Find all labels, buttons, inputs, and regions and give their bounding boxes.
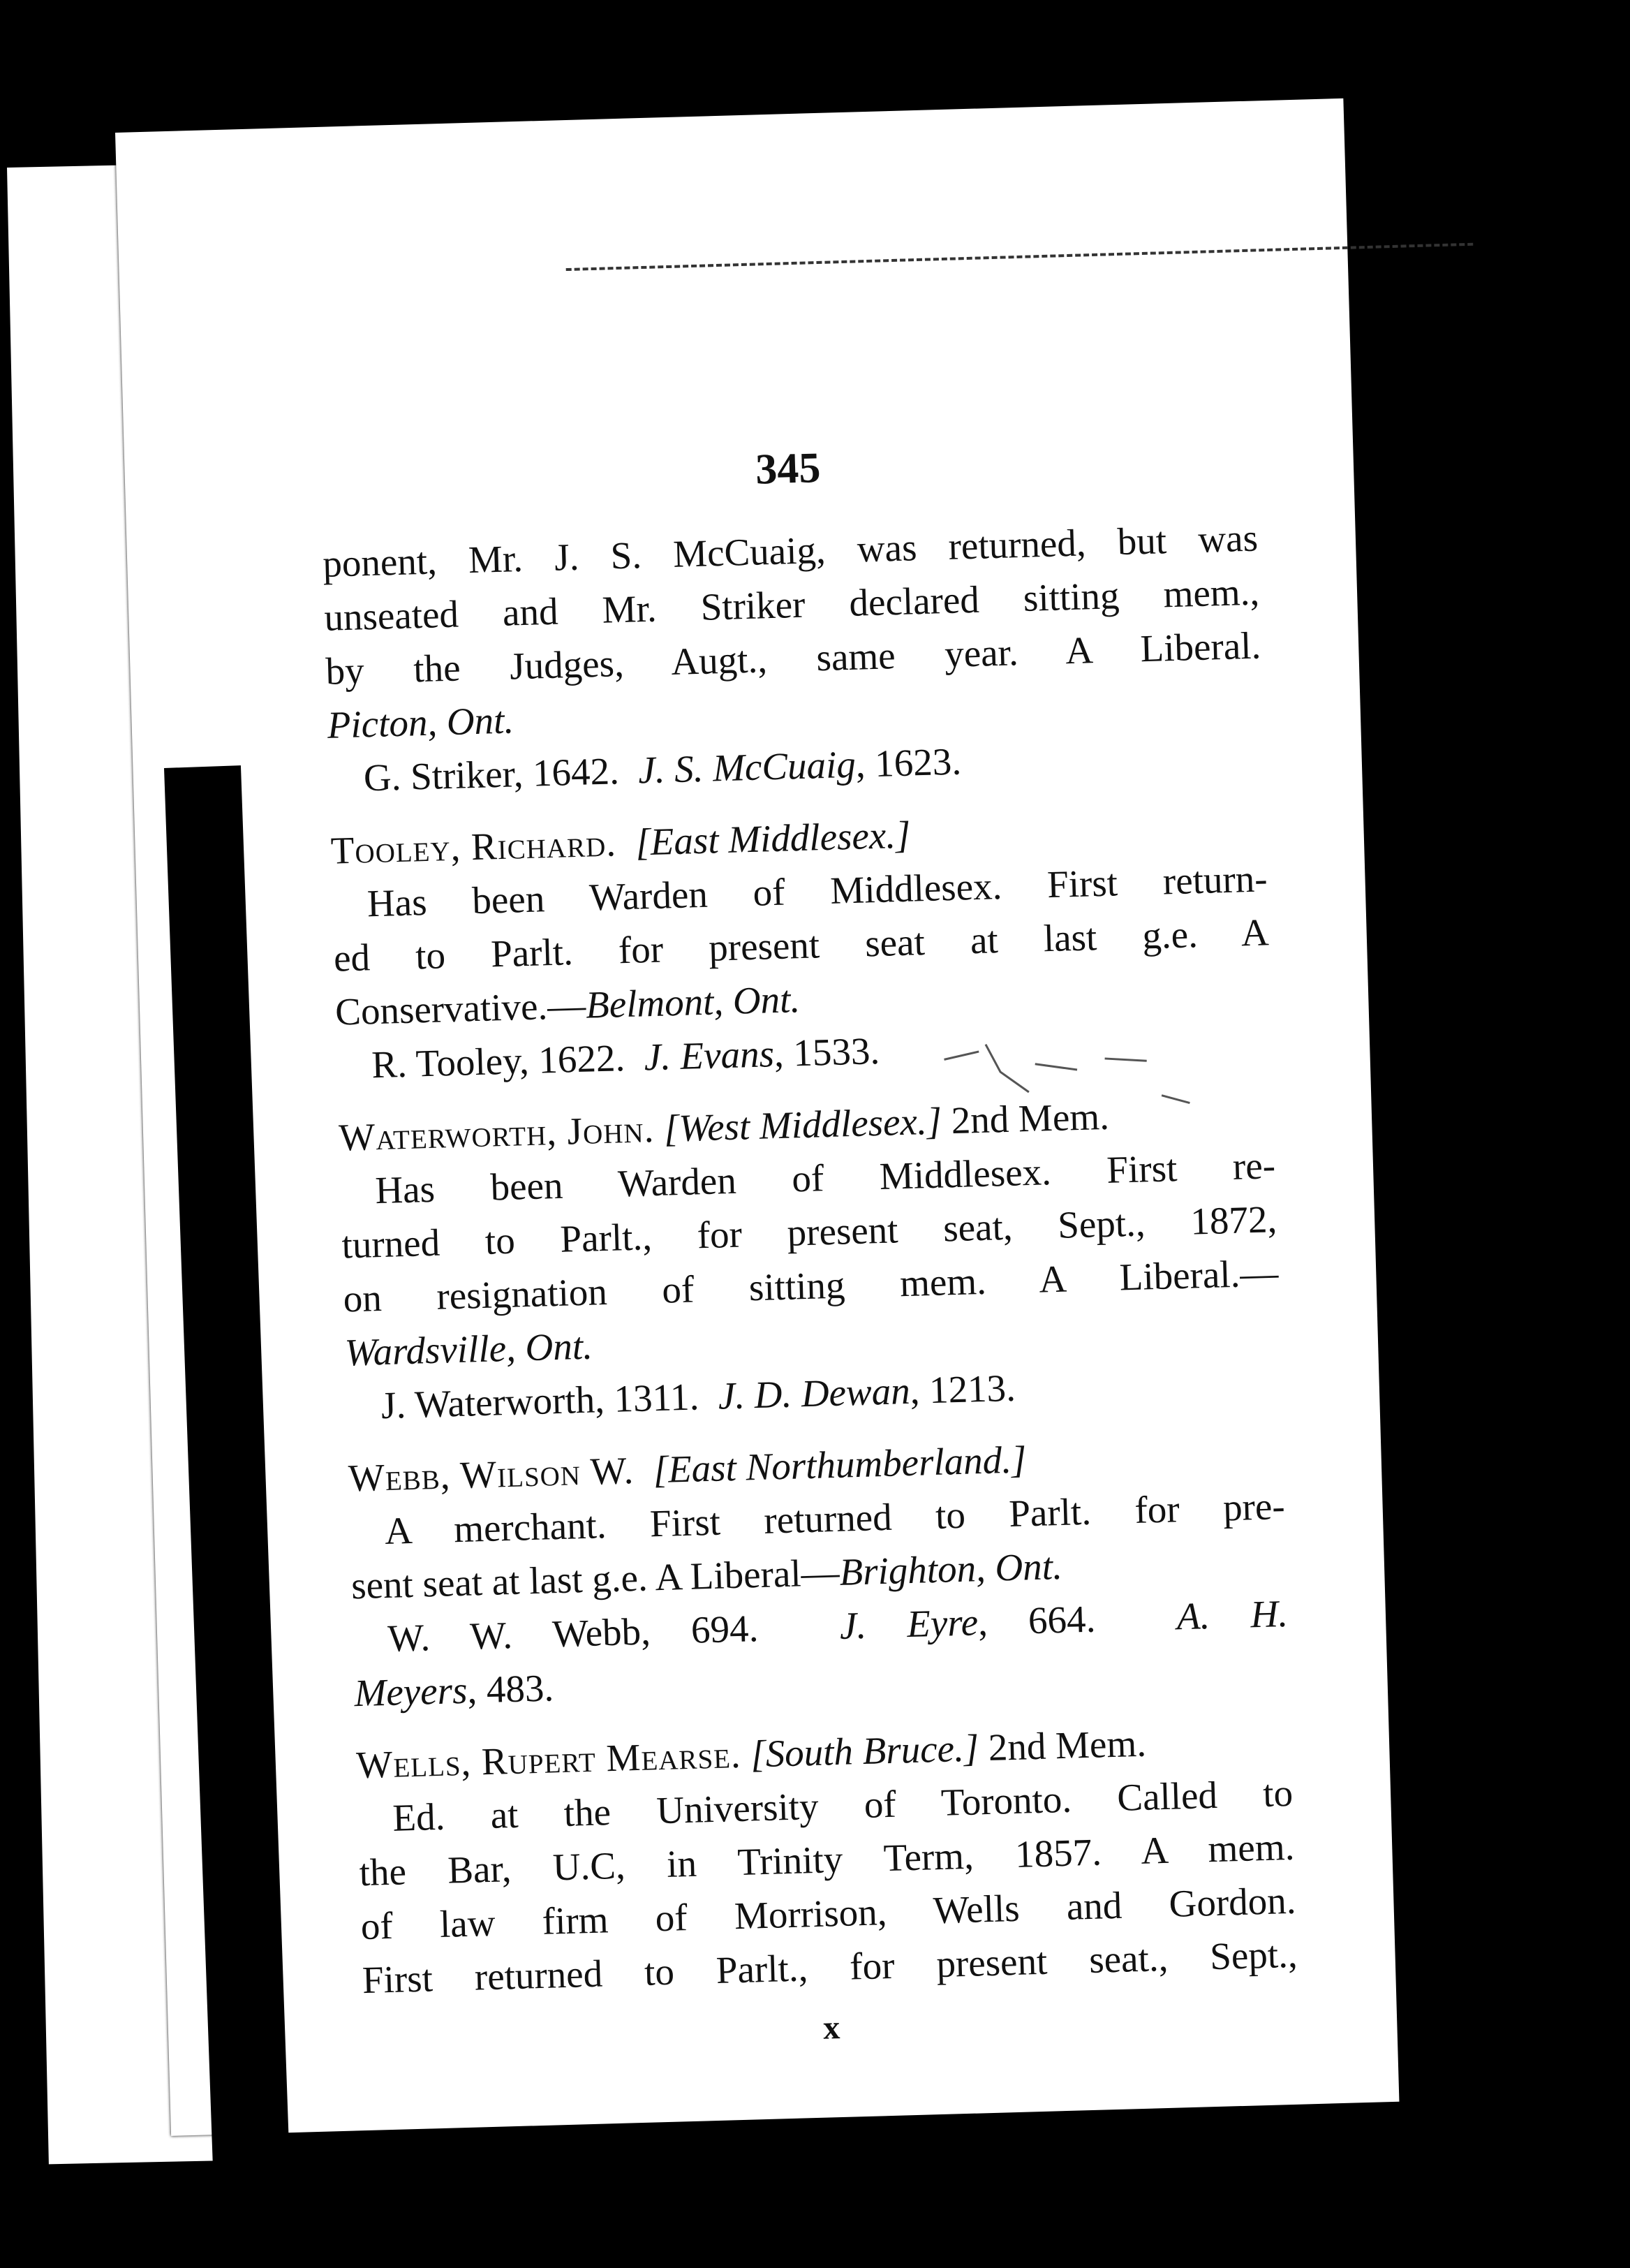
top-edge-rule bbox=[566, 243, 1474, 271]
text-line: of law firm of Morrison, Wells and Gordon. bbox=[360, 1878, 1297, 1948]
winner-votes: W. W. Webb, 694. bbox=[387, 1607, 760, 1660]
text-line: on resignation of sitting mem. A Liberal.— bbox=[342, 1251, 1280, 1320]
pencil-mark bbox=[936, 1024, 1231, 1116]
text-line: ed to Parlt. for present seat at last g.e. A bbox=[333, 911, 1270, 980]
loser-name: J. Eyre bbox=[838, 1600, 979, 1647]
entry-wells bbox=[355, 1712, 1298, 2007]
text-line: the Bar, U.C, in Trinity Term, 1857. A mem. bbox=[358, 1825, 1296, 1894]
text-line: by the Judges, Augt., same year. A Liberal. bbox=[325, 624, 1261, 693]
member-name: Webb, Wilson W. bbox=[348, 1449, 635, 1500]
member-term: 2nd Mem. bbox=[978, 1721, 1147, 1769]
loser-votes: , 1533. bbox=[773, 1029, 880, 1075]
loser-votes: , 1213. bbox=[909, 1366, 1016, 1412]
third-votes: , 483. bbox=[466, 1666, 554, 1711]
loser-votes: , 1623. bbox=[854, 739, 962, 786]
member-term: 2nd Mem. bbox=[941, 1094, 1110, 1142]
continued-entry bbox=[322, 511, 1264, 806]
text-line: Ed. at the University of Toronto. Called to bbox=[392, 1771, 1294, 1839]
riding: [East Northumberland.] bbox=[652, 1438, 1028, 1492]
text-line: Has been Warden of Middlesex. First re- bbox=[374, 1144, 1276, 1212]
third-candidate: Meyers bbox=[353, 1668, 468, 1715]
text-line: First returned to Parlt., for present seat., Sept., bbox=[362, 1932, 1298, 2002]
winner-votes: G. Striker, 1642. bbox=[363, 749, 620, 800]
member-name: Tooley, Richard. bbox=[329, 821, 617, 872]
location-line: Wardsville, Ont. bbox=[344, 1324, 593, 1374]
text-line: Has been Warden of Middlesex. First return- bbox=[366, 857, 1268, 925]
entry-waterworth bbox=[338, 1084, 1282, 1433]
text-line: turned to Parlt., for present seat, Sept., 1872, bbox=[341, 1198, 1277, 1267]
loser-name: J. D. Dewan bbox=[717, 1369, 911, 1418]
winner-votes: R. Tooley, 1622. bbox=[371, 1036, 625, 1087]
member-name: Wells, Rupert Mearse. bbox=[355, 1732, 742, 1787]
riding: [West Middlesex.] bbox=[663, 1099, 942, 1150]
winner-votes: J. Waterworth, 1311. bbox=[380, 1375, 700, 1427]
page-text bbox=[320, 429, 1300, 2068]
text-line: ponent, Mr. J. S. McCuaig, was returned, but was bbox=[322, 516, 1259, 585]
party-text: Conservative.— bbox=[334, 983, 586, 1033]
location-line: Picton, Ont. bbox=[326, 698, 514, 746]
third-candidate: A. H. bbox=[1176, 1591, 1289, 1638]
riding: [South Bruce.] bbox=[750, 1726, 979, 1776]
book-page bbox=[115, 98, 1399, 2136]
page-number: 345 bbox=[755, 443, 822, 494]
signature-mark: x bbox=[822, 2009, 840, 2047]
party-text: sent seat at last g.e. A Liberal— bbox=[350, 1550, 840, 1607]
loser-name: J. S. McCuaig bbox=[637, 742, 857, 792]
text-line: A merchant. First returned to Parlt. for pre- bbox=[384, 1484, 1286, 1552]
loser-votes: , 664. bbox=[977, 1597, 1097, 1644]
entry-webb bbox=[348, 1425, 1290, 1720]
text-line: unseated and Mr. Striker declared sitting mem., bbox=[323, 570, 1260, 639]
member-name: Waterworth, John. bbox=[338, 1107, 655, 1159]
riding: [East Middlesex.] bbox=[635, 813, 912, 864]
loser-name: J. Evans bbox=[643, 1032, 775, 1079]
location: Brighton, Ont. bbox=[838, 1544, 1063, 1593]
location: Belmont, Ont. bbox=[585, 978, 801, 1026]
